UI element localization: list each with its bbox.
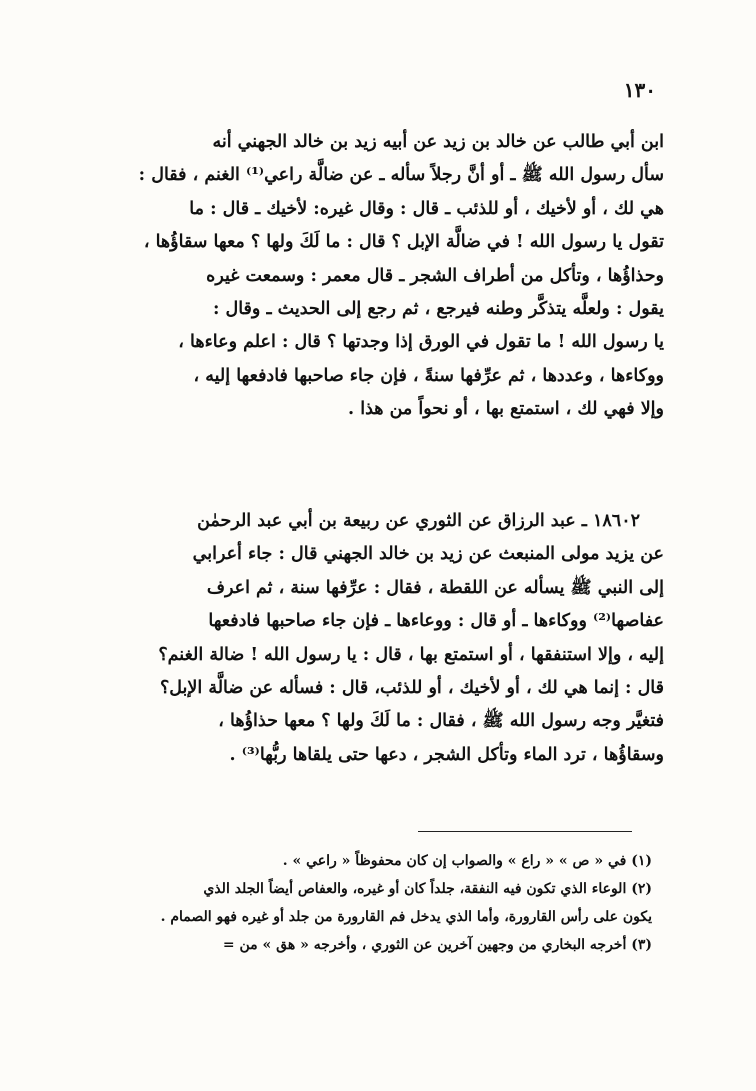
text-line: سأل رسول الله ﷺ ـ أو أنَّ رجلاً سأله ـ عن ضالَّة راعي⁽¹⁾ الغنم ، فقال :	[138, 165, 664, 186]
footnote-divider	[418, 831, 632, 832]
text-line: عفاصها⁽²⁾ ووكاءها ـ أو قال : ووعاءها ـ فإن جاء صاحبها فادفعها	[208, 611, 664, 632]
footnote-line: يكون على رأس القارورة، وأما الذي يدخل فم القارورة من جلد أو غيره فهو الصمام .	[160, 909, 652, 925]
text-line: يا رسول الله ! ما تقول في الورق إذا وجدتها ؟ قال : اعلم وعاءها ،	[178, 332, 664, 353]
text-line: إلى النبي ﷺ يسأله عن اللقطة ، فقال : عرِّفها سنة ، ثم اعرف	[206, 577, 664, 598]
footnotes	[86, 847, 652, 959]
text-line: فتغيَّر وجه رسول الله ﷺ ، فقال : ما لَكَ ولها ؟ معها حذاؤُها ،	[218, 711, 664, 732]
text-line: إليه ، وإلا استنفقها ، أو استمتع بها ، قال : يا رسول الله ! ضالة الغنم؟	[158, 644, 664, 665]
text-line: ١٨٦٠٢ ـ عبد الرزاق عن الثوري عن ربيعة بن أبي عبد الرحمٰن	[197, 511, 640, 531]
text-line: ووكاءها ، وعددها ، ثم عرِّفها سنةً ، فإن جاء صاحبها فادفعها إليه ،	[193, 365, 664, 386]
text-line: وإلا فهي لك ، استمتع بها ، أو نحواً من هذا .	[348, 399, 664, 420]
text-line: ابن أبي طالب عن خالد بن زيد عن أبيه زيد بن خالد الجهني أنه	[212, 132, 664, 152]
paragraph-2	[86, 505, 664, 772]
text-line: يقول : ولعلَّه يتذكَّر وطنه فيرجع ، ثم رجع إلى الحديث ـ وقال :	[212, 299, 664, 320]
text-line: تقول يا رسول الله ! في ضالَّة الإبل ؟ قال : ما لَكَ ولها ؟ معها سقاؤُها ،	[143, 232, 664, 253]
footnote-line: (٣) أخرجه البخاري من وجهين آخرين عن الثوري ، وأخرجه « هق » من =	[222, 937, 652, 953]
footnote-line: (١) في « ص » « راع » والصواب إن كان محفوظاً « راعي » .	[282, 853, 652, 869]
footnote-line: (٢) الوعاء الذي تكون فيه النفقة، جلداً كان أو غيره، والعفاص أيضاً الجلد الذي	[203, 881, 652, 897]
text-line: وحذاؤُها ، وتأكل من أطراف الشجر ـ قال معمر : وسمعت غيره	[206, 265, 664, 286]
text-line: قال : إنما هي لك ، أو لأخيك ، أو للذئب، قال : فسأله عن ضالَّة الإبل؟	[159, 678, 664, 699]
text-line: هي لك ، أو لأخيك ، أو للذئب ـ قال : وقال غيره: لأخيك ـ قال : ما	[189, 198, 664, 219]
text-line: وسقاؤُها ، ترد الماء وتأكل الشجر ، دعها حتى يلقاها ربُّها⁽³⁾ .	[229, 744, 664, 765]
paragraph-1	[86, 126, 664, 427]
text-line: عن يزيد مولى المنبعث عن زيد بن خالد الجهني قال : جاء أعرابي	[192, 544, 664, 565]
page-number: ١٣٠	[623, 78, 656, 102]
